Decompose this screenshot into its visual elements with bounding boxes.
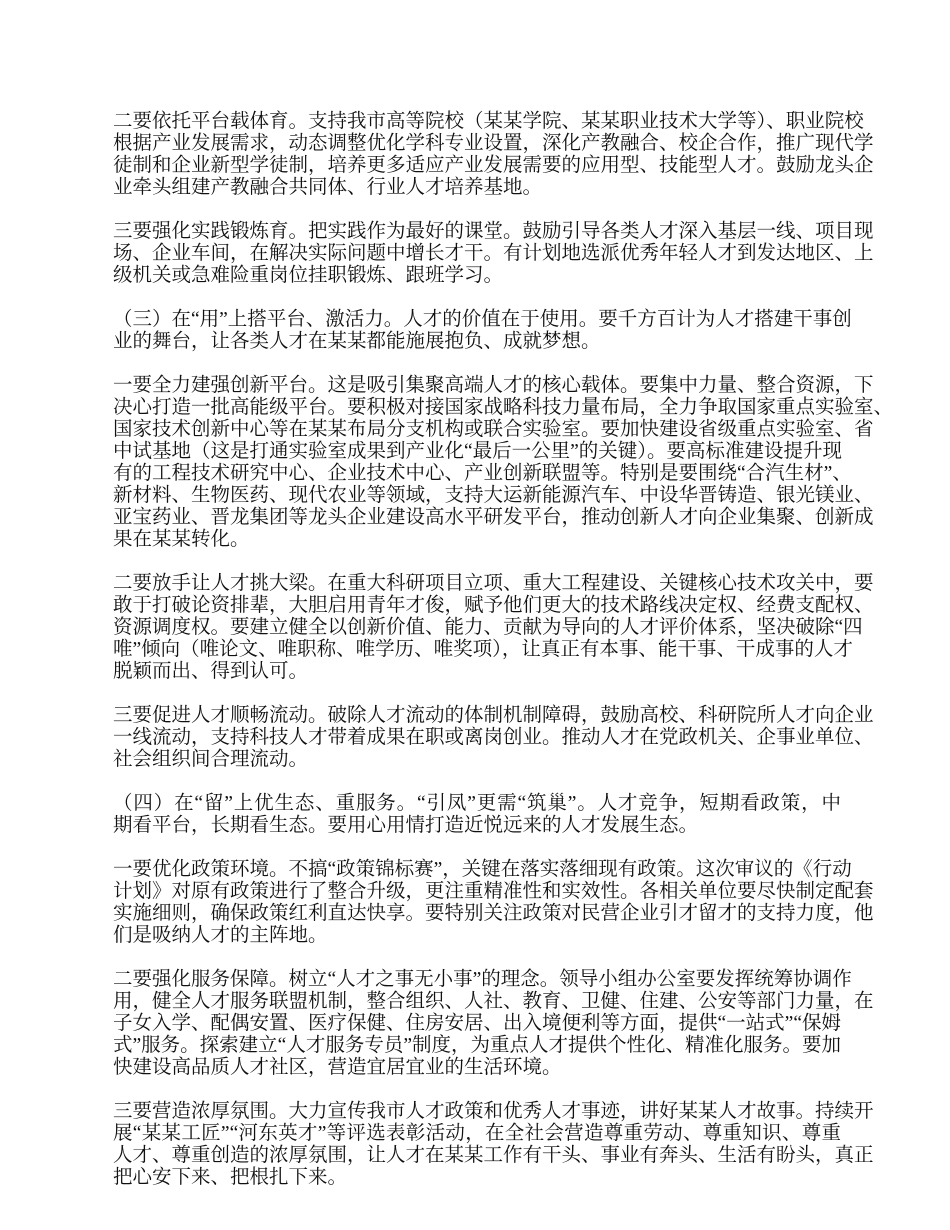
text-line: 业的舞台，让各类人才在某某都能施展抱负、成就梦想。 xyxy=(113,331,601,352)
paragraph xyxy=(113,309,852,353)
text-line: 们是吸纳人才的主阵地。 xyxy=(113,925,328,946)
text-line: 唯”倾向（唯论文、唯职称、唯学历、唯奖项），让真正有本事、能干事、干成事的人才 xyxy=(113,639,853,660)
text-line: 实施细则，确保政策红利直达快享。要特别关注政策对民营企业引才留才的支持力度，他 xyxy=(113,903,874,924)
text-line: 场、企业车间，在解决实际问题中增长才干。有计划地选派优秀年轻人才到发达地区、上 xyxy=(113,243,874,264)
text-line: 三要强化实践锻炼育。把实践作为最好的课堂。鼓励引导各类人才深入基层一线、项目现 xyxy=(113,221,874,242)
paragraph xyxy=(113,375,894,551)
text-line: 快建设高品质人才社区，营造宜居宜业的生活环境。 xyxy=(113,1057,562,1078)
paragraph xyxy=(113,705,874,771)
text-line: 展“某某工匠”“河东英才”等评选表彰活动，在全社会营造尊重劳动、尊重知识、尊重 xyxy=(113,1123,841,1144)
text-line: 级机关或急难险重岗位挂职锻炼、跟班学习。 xyxy=(113,265,504,286)
text-line: 国家技术创新中心等在某某布局分支机构或联合实验室。要加快建设省级重点实验室、省 xyxy=(113,419,874,440)
text-line: 敢于打破论资排辈，大胆启用青年才俊，赋予他们更大的技术路线决定权、经费支配权、 xyxy=(113,595,874,616)
text-line: 计划》对原有政策进行了整合升级，更注重精准性和实效性。各相关单位要尽快制定配套 xyxy=(113,881,874,902)
text-line: 二要放手让人才挑大梁。在重大科研项目立项、重大工程建设、关键核心技术攻关中，要 xyxy=(113,573,874,594)
text-line: 决心打造一批高能级平台。要积极对接国家战略科技力量布局，全力争取国家重点实验室、 xyxy=(113,397,894,418)
paragraph xyxy=(113,793,841,837)
text-line: 一线流动，支持科技人才带着成果在职或离岗创业。推动人才在党政机关、企事业单位、 xyxy=(113,727,874,748)
text-line: 脱颖而出、得到认可。 xyxy=(113,661,309,682)
paragraph xyxy=(113,1101,874,1189)
text-line: 人才、尊重创造的浓厚氛围，让人才在某某工作有干头、事业有奔头、生活有盼头，真正 xyxy=(113,1145,874,1166)
text-line: 一要优化政策环境。不搞“政策锦标赛”，关键在落实落细现有政策。这次审议的《行动 xyxy=(113,859,852,880)
text-line: 用，健全人才服务联盟机制，整合组织、人社、教育、卫健、住建、公安等部门力量，在 xyxy=(113,991,874,1012)
text-line: 把心安下来、把根扎下来。 xyxy=(113,1167,348,1188)
text-line: 二要强化服务保障。树立“人才之事无小事”的理念。领导小组办公室要发挥统筹协调作 xyxy=(113,969,852,990)
text-line: 式”服务。探索建立“人才服务专员”制度，为重点人才提供个性化、精准化服务。要加 xyxy=(113,1035,841,1056)
text-line: 子女入学、配偶安置、医疗保健、住房安居、出入境便利等方面，提供“一站式”“保姆 xyxy=(113,1013,841,1034)
text-line: 三要促进人才顺畅流动。破除人才流动的体制机制障碍，鼓励高校、科研院所人才向企业 xyxy=(113,705,874,726)
paragraph xyxy=(113,221,874,287)
paragraph xyxy=(113,573,874,683)
text-line: 中试基地（这是打通实验室成果到产业化“最后一公里”的关键）。要高标准建设提升现 xyxy=(113,441,843,462)
text-line: 根据产业发展需求，动态调整优化学科专业设置，深化产教融合、校企合作，推广现代学 xyxy=(113,133,874,154)
text-line: 一要全力建强创新平台。这是吸引集聚高端人才的核心载体。要集中力量、整合资源，下 xyxy=(113,375,874,396)
paragraph xyxy=(113,859,874,947)
document-page xyxy=(113,111,894,1211)
text-line: （四）在“留”上优生态、重服务。“引凤”更需“筑巢”。人才竞争，短期看政策，中 xyxy=(113,793,841,814)
text-line: 业牵头组建产教融合共同体、行业人才培养基地。 xyxy=(113,177,543,198)
text-line: 亚宝药业、晋龙集团等龙头企业建设高水平研发平台，推动创新人才向企业集聚、创新成 xyxy=(113,507,874,528)
text-line: 果在某某转化。 xyxy=(113,529,250,550)
text-line: 二要依托平台载体育。支持我市高等院校（某某学院、某某职业技术大学等）、职业院校 xyxy=(113,111,864,132)
text-line: （三）在“用”上搭平台、激活力。人才的价值在于使用。要千方百计为人才搭建干事创 xyxy=(113,309,852,330)
text-line: 徒制和企业新型学徒制，培养更多适应产业发展需要的应用型、技能型人才。鼓励龙头企 xyxy=(113,155,874,176)
text-line: 有的工程技术研究中心、企业技术中心、产业创新联盟等。特别是要围绕“合汽生材”、 xyxy=(113,463,852,484)
text-line: 新材料、生物医药、现代农业等领域，支持大运新能源汽车、中设华晋铸造、银光镁业、 xyxy=(113,485,874,506)
text-line: 社会组织间合理流动。 xyxy=(113,749,309,770)
paragraph xyxy=(113,111,874,199)
text-line: 期看平台，长期看生态。要用心用情打造近悦远来的人才发展生态。 xyxy=(113,815,699,836)
text-line: 三要营造浓厚氛围。大力宣传我市人才政策和优秀人才事迹，讲好某某人才故事。持续开 xyxy=(113,1101,874,1122)
text-line: 资源调度权。要建立健全以创新价值、能力、贡献为导向的人才评价体系，坚决破除“四 xyxy=(113,617,863,638)
paragraph xyxy=(113,969,874,1079)
